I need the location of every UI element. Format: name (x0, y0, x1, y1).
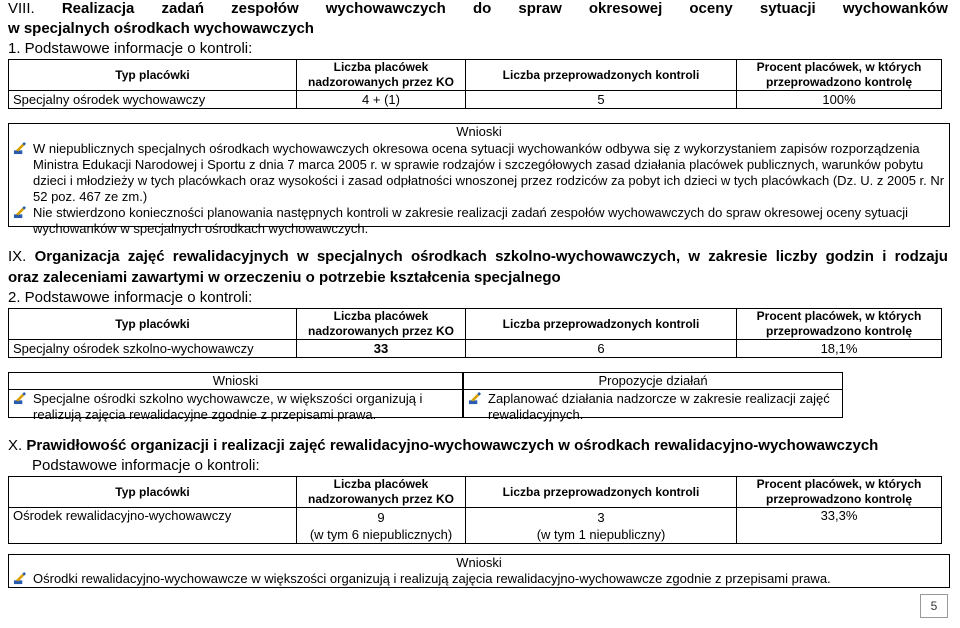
section-viii-table (8, 59, 942, 109)
cell-count: 4 + (1) (297, 91, 466, 109)
section-viii-title-line1 (8, 0, 948, 20)
cell-controls: 6 (466, 340, 737, 358)
header-percent-line1: Procent placówek, w których (756, 60, 922, 74)
section-viii-num: VIII. (8, 0, 35, 17)
table-row (9, 340, 942, 358)
title-word: godzin (825, 248, 874, 265)
propozycje-title: Propozycje działań (464, 373, 842, 390)
header-count (297, 309, 466, 340)
wnioski-title: Wnioski (456, 555, 502, 570)
pen-bullet-icon (13, 206, 26, 219)
header-type: Typ placówki (9, 60, 297, 91)
title-word: Realizacja (61, 0, 135, 17)
title-word: w (688, 248, 701, 265)
header-percent (737, 309, 942, 340)
section-ix-title-line1 (8, 248, 948, 268)
wnioski-text: Nie stwierdzono konieczności planowania następnych kontroli w zakresie realizacji zadań zespołów wychowawczych do spraw okresowej oceny sytuacji wychowanków w specjalnych ośrodkach wychowawczych. (33, 205, 909, 236)
pen-bullet-icon (468, 392, 481, 405)
list-item (9, 391, 462, 423)
cell-type: Specjalny ośrodek szkolno-wychowawczy (9, 340, 297, 358)
header-percent-line2: przeprowadzono kontrolę (765, 75, 912, 89)
title-word: zajęć (127, 248, 165, 265)
section-viii-title-line2: w specjalnych ośrodkach wychowawczych (8, 20, 314, 37)
title-word: specjalnych (316, 248, 403, 265)
wnioski-title: Wnioski (456, 124, 502, 139)
title-word: do (472, 0, 492, 17)
header-count-line1: Liczba placówek (333, 309, 429, 323)
title-word: wychowanków (842, 0, 948, 17)
pen-bullet-icon (13, 392, 26, 405)
title-word: spraw (518, 0, 562, 17)
title-word: zadań (161, 0, 204, 17)
section-viii-subheading: 1. Podstawowe informacje o kontroli: (8, 40, 253, 57)
cell-percent: 100% (737, 91, 942, 109)
list-item (9, 141, 949, 205)
section-x-title (8, 437, 878, 454)
list-item (9, 205, 949, 237)
cell-controls: 5 (466, 91, 737, 109)
section-ix-table (8, 308, 942, 358)
cell-percent: 33,3% (737, 508, 942, 544)
section-viii-wnioski-box (8, 123, 950, 236)
title-word: Organizacja (34, 248, 120, 265)
cell-count: 33 (297, 340, 466, 358)
wnioski-text: W niepublicznych specjalnych ośrodkach wychowawczych okresowa ocena sytuacji wychowanków odbywa się z wykorzystaniem zapisów rozporządzenia Ministra Edukacji Narodowej i Sportu z dnia 7 marca 2005 r. w sprawie rodzajów i szczegółowych zasad działania placówek publicznych, warunków pobytu dzieci i młodzieży w tych placówkach oraz wysokości i zasad odpłatności wnoszonej przez rodziców za pobyt ich dzieci w tych placówkach (Dz. U. z 2005 r. Nr 52 poz. 467 ze zm.) (33, 141, 945, 204)
header-percent (737, 60, 942, 91)
section-ix-propozycje-box (463, 372, 843, 422)
cell-controls (466, 508, 737, 544)
header-controls: Liczba przeprowadzonych kontroli (466, 309, 737, 340)
header-count-line2: nadzorowanych przez KO (307, 75, 455, 89)
propozycje-text: Zaplanować działania nadzorcze w zakresie realizacji zajęć rewalidacyjnych. (488, 391, 830, 422)
section-ix-title-line2: oraz zaleceniami zawartymi w orzeczeniu o potrzebie kształcenia specjalnego (8, 269, 561, 286)
list-item (464, 391, 842, 423)
cell-type: Specjalny ośrodek wychowawczy (9, 91, 297, 109)
pen-bullet-icon (13, 142, 26, 155)
header-percent (737, 477, 942, 508)
header-count (297, 60, 466, 91)
title-word: w (296, 248, 309, 265)
cell-controls-value: 3 (597, 509, 605, 525)
wnioski-text: Specjalne ośrodki szkolno wychowawcze, w większości organizują i realizują zajęcia rewalidacyjne zgodnie z przepisami prawa. (33, 391, 423, 422)
header-count-line1: Liczba placówek (333, 477, 429, 491)
header-percent-line1: Procent placówek, w których (756, 309, 922, 323)
title-word: szkolno-wychowawczych, (495, 248, 681, 265)
header-percent-line2: przeprowadzono kontrolę (765, 324, 912, 338)
header-percent-line2: przeprowadzono kontrolę (765, 492, 912, 506)
section-x-num: X. (8, 437, 23, 454)
header-controls: Liczba przeprowadzonych kontroli (466, 60, 737, 91)
cell-type: Ośrodek rewalidacyjno-wychowawczy (9, 508, 297, 544)
cell-count-note: (w tym 6 niepublicznych) (309, 526, 453, 542)
title-word: oceny (689, 0, 733, 17)
title-word: okresowej (588, 0, 663, 17)
title-word: liczby (775, 248, 818, 265)
section-ix-wnioski-box (8, 372, 463, 422)
cell-count (297, 508, 466, 544)
header-percent-line1: Procent placówek, w których (756, 477, 922, 491)
header-count (297, 477, 466, 508)
title-word: wychowawczych (325, 0, 446, 17)
cell-controls-note: (w tym 1 niepubliczny) (536, 526, 666, 542)
title-word: ośrodkach (410, 248, 487, 265)
cell-count-value: 9 (377, 509, 385, 525)
page-number: 5 (920, 594, 948, 618)
section-x-wnioski-box (8, 554, 950, 588)
header-type: Typ placówki (9, 309, 297, 340)
header-count-line2: nadzorowanych przez KO (307, 324, 455, 338)
title-word: rodzaju (894, 248, 948, 265)
header-type: Typ placówki (9, 477, 297, 508)
title-word: i (882, 248, 887, 265)
pen-bullet-icon (13, 572, 26, 585)
header-count-line1: Liczba placówek (333, 60, 429, 74)
wnioski-title: Wnioski (9, 373, 462, 390)
header-controls: Liczba przeprowadzonych kontroli (466, 477, 737, 508)
section-ix-subheading: 2. Podstawowe informacje o kontroli: (8, 289, 253, 306)
table-row (9, 508, 942, 544)
title-word: sytuacji (759, 0, 816, 17)
section-x-subheading: Podstawowe informacje o kontroli: (32, 457, 260, 474)
title-word: rewalidacyjnych (172, 248, 289, 265)
list-item (9, 571, 949, 587)
section-x-table (8, 476, 942, 544)
section-x-title-text: Prawidłowość organizacji i realizacji zajęć rewalidacyjno-wychowawczych w ośrodkach rewalidacyjno-wychowawczych (26, 437, 879, 454)
wnioski-text: Ośrodki rewalidacyjno-wychowawcze w większości organizują i realizują zajęcia rewalidacyjno-wychowawcze zgodnie z przepisami prawa. (33, 571, 831, 586)
title-word: zespołów (231, 0, 299, 17)
title-word: zakresie (708, 248, 768, 265)
header-count-line2: nadzorowanych przez KO (307, 492, 455, 506)
cell-percent: 18,1% (737, 340, 942, 358)
section-ix-num: IX. (8, 248, 27, 265)
table-row (9, 91, 942, 109)
